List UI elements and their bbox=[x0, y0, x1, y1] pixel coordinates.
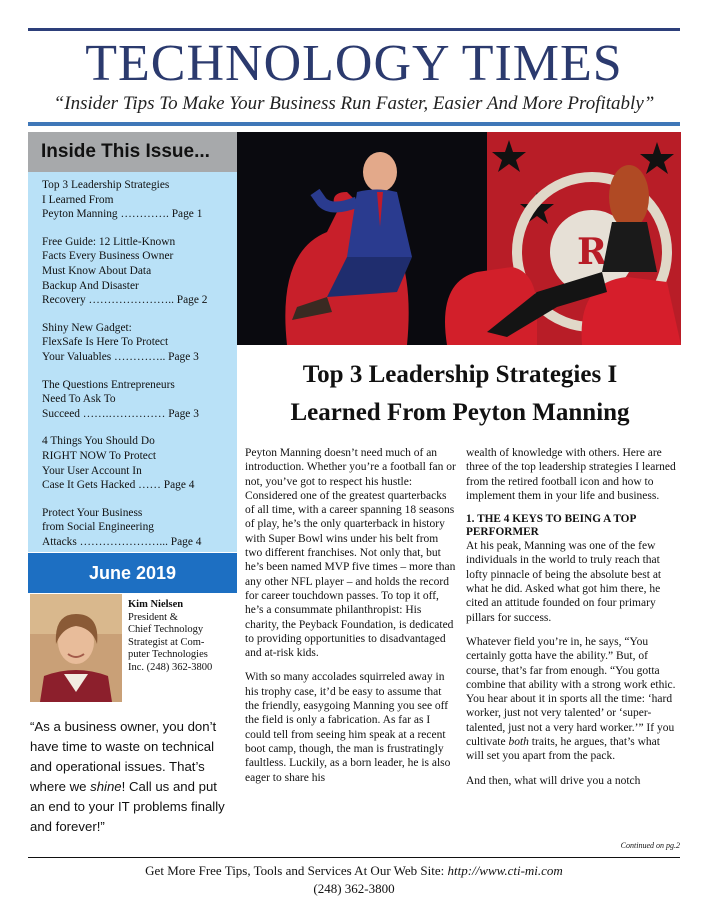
svg-text:R: R bbox=[577, 231, 607, 273]
author-name: Kim Nielsen bbox=[128, 599, 184, 610]
author-portrait bbox=[30, 594, 122, 702]
section-subheading: 1. THE 4 KEYS TO BEING A TOP PERFORMER bbox=[466, 513, 636, 539]
paragraph: And then, what will drive you a notch bbox=[466, 774, 641, 787]
author-phone: Inc. (248) 362-3800 bbox=[128, 661, 213, 673]
toc-item-leadership[interactable]: Top 3 Leadership Strategies I Learned From Peyton Manning …………. Page 1 bbox=[42, 179, 203, 221]
article-column-2 bbox=[466, 446, 680, 798]
article-column-1 bbox=[245, 446, 458, 795]
quote-emphasis: shine bbox=[90, 779, 122, 794]
continued-note: Continued on pg.2 bbox=[620, 841, 680, 850]
toc-item-free-guide[interactable]: Free Guide: 12 Little-Known Facts Every Business Owner Must Know About Data Backup And Disaster Recovery ………………….. Page 2 bbox=[42, 235, 208, 307]
inside-issue-heading: Inside This Issue... bbox=[28, 132, 237, 172]
masthead-bottom-rule bbox=[28, 122, 680, 126]
author-title-1: President & bbox=[128, 611, 178, 623]
sidebar-quote bbox=[30, 717, 235, 837]
paragraph-emphasis: both bbox=[508, 736, 529, 749]
quote-text-2: ! Call us and put an end to your IT problems finally and forever!” bbox=[30, 779, 225, 834]
paragraph-text: Whatever field you’re in, he says, “You certainly gotta have the ability.” But, of course, that’s far from enough. “You gotta combine that ability with a strong work ethic. You hear about it in sports all the time: ‘hard worker, just not very talented’ or ‘super-talented, just not a very hard worker.’” If you cultivate bbox=[466, 635, 676, 749]
toc-item-gadget[interactable]: Shiny New Gadget: FlexSafe Is Here To Protect Your Valuables ………….. Page 3 bbox=[42, 321, 199, 363]
paragraph: With so many accolades squirreled away in his trophy case, it’d be easy to assume that the friendly, easygoing Manning you see off the field is only a fabrication. As far as I could tell from seeing him speak at a recent boot camp, though, the man is frustratingly faultless. Luckily, as a born leader, he is also eager to share his bbox=[245, 671, 451, 784]
footer bbox=[28, 862, 680, 898]
toc-item-social-engineering[interactable]: Protect Your Business from Social Engineering Attacks …………………... Page 4 bbox=[42, 506, 202, 548]
footer-website-link[interactable]: http://www.cti-mi.com bbox=[447, 863, 563, 878]
author-title-2: Chief Technology bbox=[128, 624, 204, 636]
toc-item-questions[interactable]: The Questions Entrepreneurs Need To Ask To Succeed …….…………… Page 3 bbox=[42, 378, 199, 420]
author-title-3: Strategist at Com- bbox=[128, 636, 205, 648]
paragraph-text: traits, he argues, that’s what will set you apart from the pack. bbox=[466, 736, 660, 763]
footer-rule bbox=[28, 857, 680, 858]
footer-text: Get More Free Tips, Tools and Services At Our Web Site: bbox=[145, 863, 448, 878]
headline-line-2: Learned From Peyton Manning bbox=[290, 399, 630, 426]
quote-text-1: “As a business owner, you don’t have time to waste on technical and operational issues. That’s where we bbox=[30, 719, 217, 794]
issue-date-bar: June 2019 bbox=[28, 553, 237, 593]
paragraph: wealth of knowledge with others. Here are three of the top leadership strategies I learned from the retired football icon and how to implement them in your life and business. bbox=[466, 447, 676, 502]
paragraph bbox=[466, 635, 680, 764]
masthead-top-rule bbox=[28, 28, 680, 31]
feature-photo bbox=[237, 132, 681, 345]
table-of-contents bbox=[42, 178, 227, 562]
toc-item-user-account[interactable]: 4 Things You Should Do RIGHT NOW To Protect Your User Account In Case It Gets Hacked …… Page 4 bbox=[42, 435, 195, 492]
footer-phone: (248) 362-3800 bbox=[313, 881, 395, 896]
author-title-4: puter Technologies bbox=[128, 649, 208, 661]
paragraph: Peyton Manning doesn’t need much of an introduction. Whether you’re a football fan or not, you’ve got to respect his hustle: Considered one of the greatest quarterbacks of all time, with a career spanning 18 seasons of play, he’s the only quarterback in history with Super Bowl wins under his belt from two different franchises. Not only that, but he’s been named MVP five times – more than any other NFL player – and holds the record for career touchdown passes. To top it off, he’s a consummate philanthropist: His charity, the Peyback Foundation, is dedicated to providing opportunities to disadvantaged and at-risk kids. bbox=[245, 447, 456, 660]
author-bio bbox=[128, 599, 238, 675]
headline-line-1: Top 3 Leadership Strategies I bbox=[302, 361, 618, 388]
paragraph: At his peak, Manning was one of the few individuals in the world to truly reach that lofty pinnacle of being the absolute best at what he did. Asked what got him there, he cited an attitude founded on four primary pillars for success. bbox=[466, 540, 662, 624]
newsletter-title: TECHNOLOGY TIMES bbox=[85, 35, 623, 92]
newsletter-tagline: “Insider Tips To Make Your Business Run Faster, Easier And More Profitably” bbox=[53, 93, 655, 114]
article-headline bbox=[245, 356, 675, 432]
